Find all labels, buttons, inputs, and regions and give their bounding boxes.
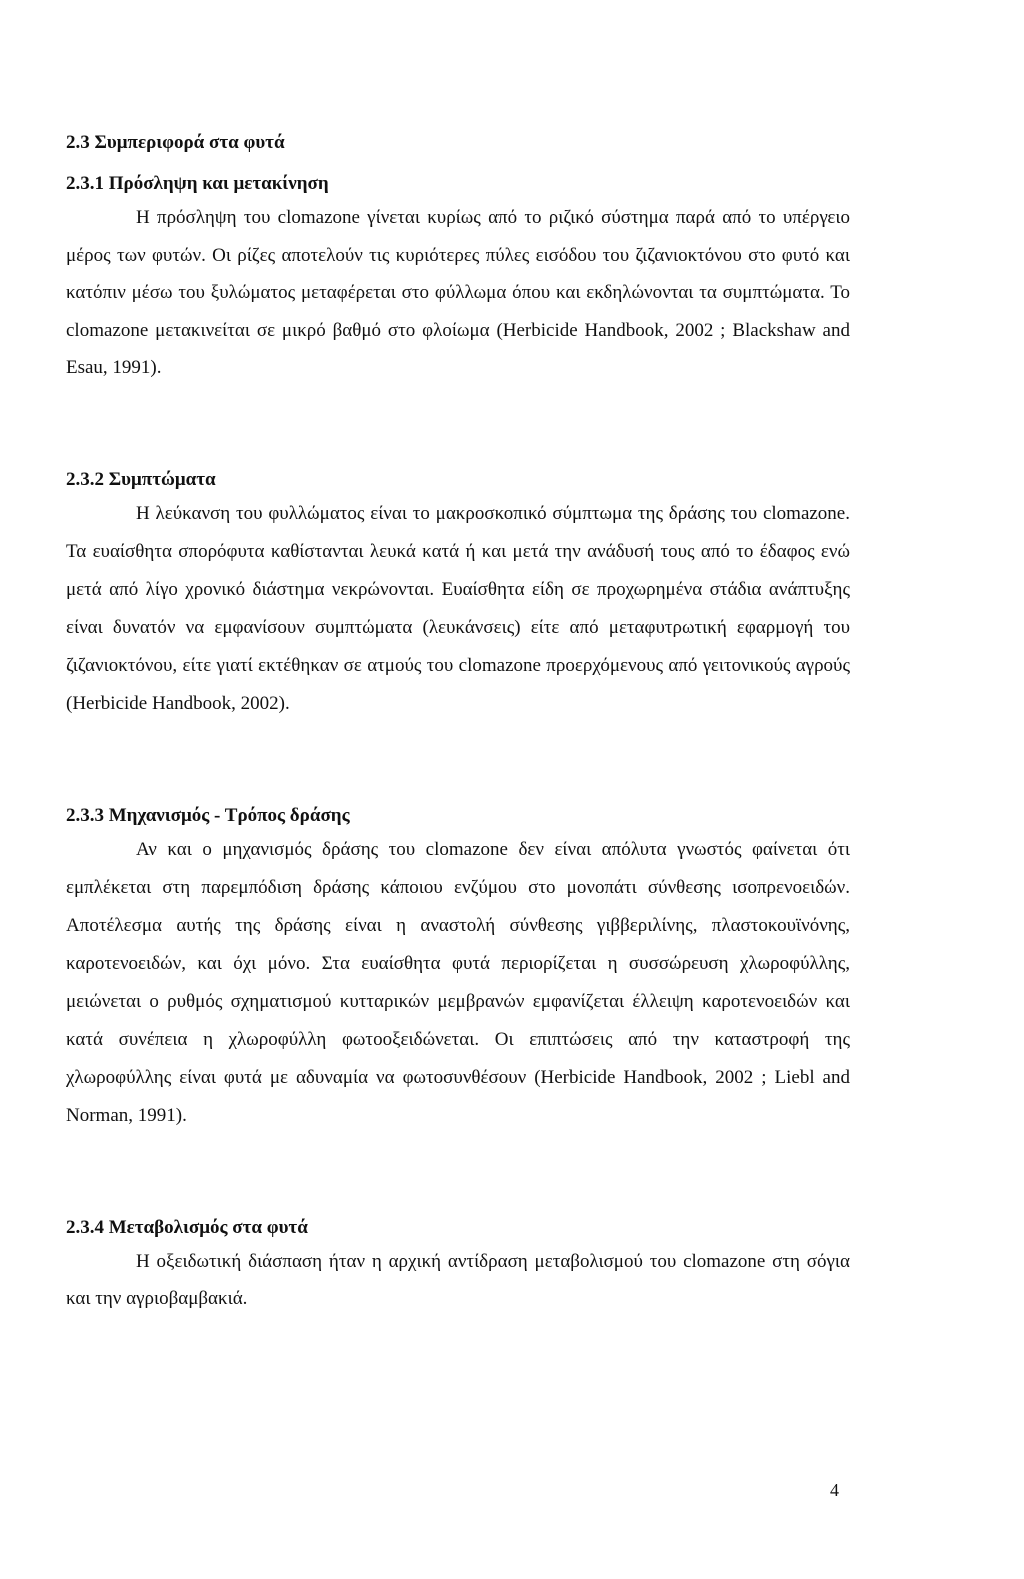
page-number: 4 (830, 1480, 839, 1500)
document-page (66, 130, 850, 1318)
subsection-heading-mechanism: 2.3.3 Μηχανισμός - Τρόπος δράσης (66, 804, 350, 826)
paragraph-uptake: Η πρόσληψη του clomazone γίνεται κυρίως από το ριζικό σύστημα παρά από το υπέργειο μέρος των φυτών. Οι ρίζες αποτελούν τις κυριότερες πύλες εισόδου του ζιζανιοκτόνου στο φυτό και κατόπιν μέσω του ξυλώματος μεταφέρεται στο φύλλωμα όπου και εκδηλώνονται τα συμπτώματα. Το clomazone μετακινείται σε μικρό βαθμό στο φλοίωμα (Herbicide Handbook, 2002 ; Blackshaw and Esau, 1991). (66, 207, 850, 378)
subsection-heading-symptoms: 2.3.2 Συμπτώματα (66, 468, 216, 490)
subsection-heading-uptake: 2.3.1 Πρόσληψη και μετακίνηση (66, 173, 329, 194)
section-heading: 2.3 Συμπεριφορά στα φυτά (66, 132, 285, 153)
paragraph-mechanism: Αν και ο μηχανισμός δράσης του clomazone δεν είναι απόλυτα γνωστός φαίνεται ότι εμπλέκεται στη παρεμπόδιση δράσης κάποιου ενζύμου στο μονοπάτι σύνθεσης ισοπρενοειδών. Αποτέλεσμα αυτής της δράσης είναι η αναστολή σύνθεσης γιββεριλίνης, πλαστοκουϊνόνης, καροτενοειδών, και όχι μόνο. Στα ευαίσθητα φυτά περιορίζεται η συσσώρευση χλωροφύλλης, μειώνεται ο ρυθμός σχηματισμού κυτταρικών μεμβρανών εμφανίζεται έλλειψη καροτενοειδών και κατά συνέπεια η χλωροφύλλη φωτοοξειδώνεται. Οι επιπτώσεις από την καταστροφή της χλωροφύλλης είναι φυτά με αδυναμία να φωτοσυνθέσουν (Herbicide Handbook, 2002 ; Liebl and Norman, 1991). (66, 838, 850, 1126)
subsection-heading-metabolism: 2.3.4 Μεταβολισμός στα φυτά (66, 1216, 308, 1238)
paragraph-symptoms: Η λεύκανση του φυλλώματος είναι το μακροσκοπικό σύμπτωμα της δράσης του clomazone. Τα ευαίσθητα σπορόφυτα καθίστανται λευκά κατά ή και μετά την ανάδυσή τους από το έδαφος ενώ μετά από λίγο χρονικό διάστημα νεκρώνονται. Ευαίσθητα είδη σε προχωρημένα στάδια ανάπτυξης είναι δυνατόν να εμφανίσουν συμπτώματα (λευκάνσεις) είτε από μεταφυτρωτική εφαρμογή του ζιζανιοκτόνου, είτε γιατί εκτέθηκαν σε ατμούς του clomazone προερχόμενους από γειτονικούς αγρούς (Herbicide Handbook, 2002). (66, 502, 850, 714)
paragraph-metabolism: Η οξειδωτική διάσπαση ήταν η αρχική αντίδραση μεταβολισμού του clomazone στη σόγια και την αγριοβαμβακιά. (66, 1250, 850, 1309)
